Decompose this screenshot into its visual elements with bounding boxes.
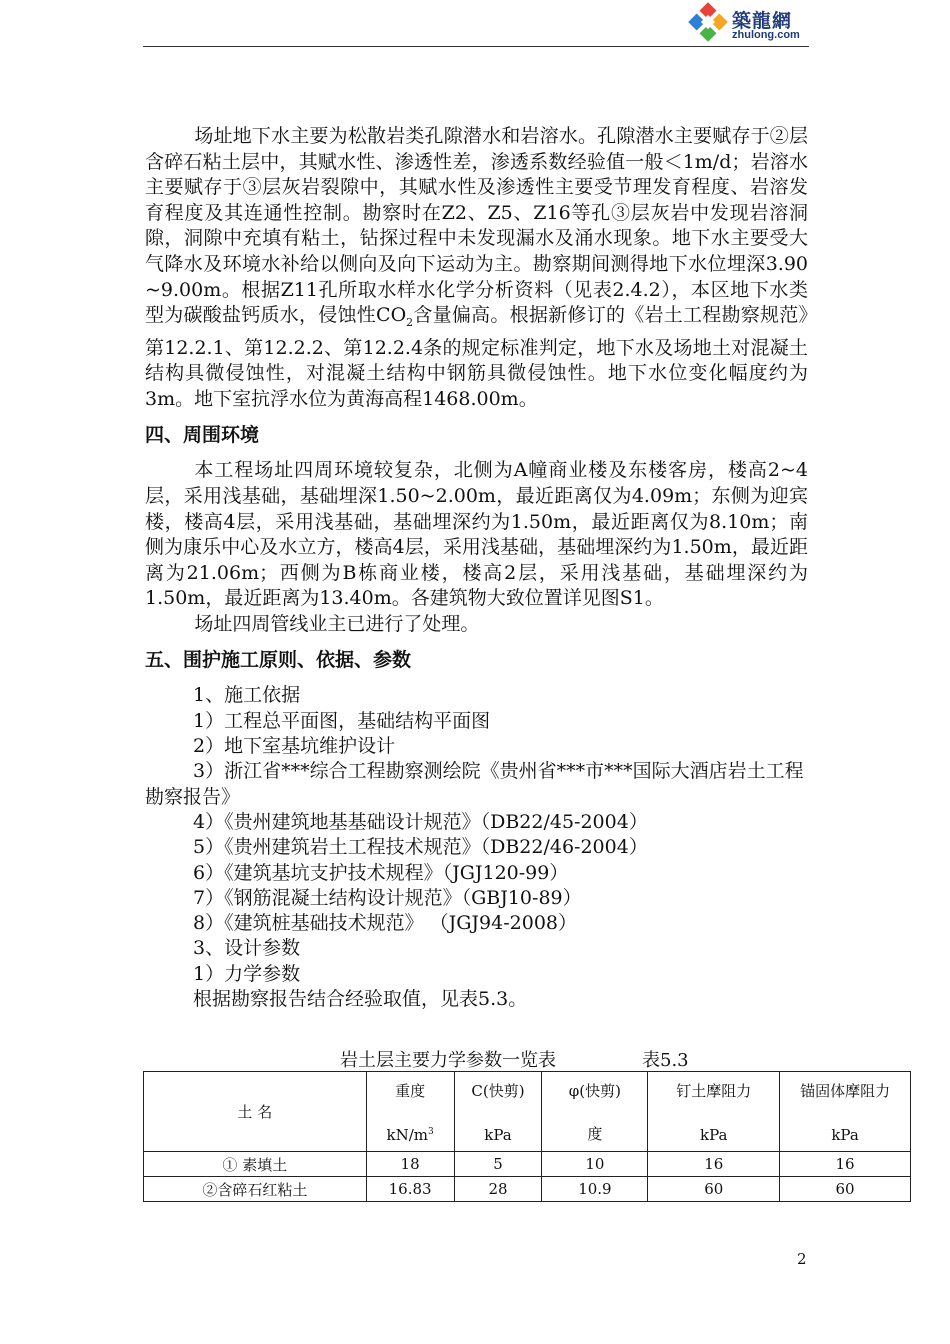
- table-cell: ① 素填土: [144, 1152, 367, 1177]
- list-item: 7）《钢筋混凝土结构设计规范》（GBJ10-89）: [193, 886, 582, 909]
- logo-chinese-text: 築龍網: [732, 10, 793, 32]
- list-item: 4）《贵州建筑地基基础设计规范》（DB22/45-2004）: [193, 810, 648, 833]
- groundwater-text-tail: 含量偏高。根据新修订的《岩土工程勘察规范》第12.2.1、第12.2.2、第12.2.4条的规定标准判定，地下水及场地土对混凝土结构具微侵蚀性，对混凝土结构中钢筋具微侵蚀性。地下水位变化幅度约为3m。地下室抗浮水位为黄海高程1468.00m。: [145, 304, 808, 410]
- document-body: [145, 124, 808, 1012]
- header-cell-unit-weight: 重度 $kN/m^3$: [366, 1072, 454, 1152]
- header-cell-cohesion: C(快剪) kPa: [454, 1072, 542, 1152]
- table-header-row: [144, 1072, 911, 1152]
- co2-subscript: 2: [406, 315, 414, 329]
- table-cell: 28: [454, 1177, 542, 1202]
- groundwater-paragraph: [145, 124, 808, 412]
- list-item: 5）《贵州建筑岩土工程技术规范》（DB22/46-2004）: [193, 836, 648, 859]
- soil-parameter-table: [143, 1071, 911, 1202]
- table-cell: 16.83: [366, 1177, 454, 1202]
- table-caption: [340, 1046, 689, 1072]
- list-item: 2）地下室基坑维护设计: [193, 735, 396, 758]
- table-cell: 60: [648, 1177, 780, 1202]
- site-logo: [688, 2, 818, 46]
- list-item: 3、设计参数: [193, 937, 301, 960]
- table-cell: 16: [780, 1152, 911, 1177]
- section4-heading: 四、周围环境: [145, 424, 260, 447]
- header-cell-friction-angle: φ(快剪) 度: [542, 1072, 648, 1152]
- list-item: 1）工程总平面图，基础结构平面图: [193, 709, 491, 732]
- pipeline-paragraph: 场址四周管线业主已进行了处理。: [194, 612, 480, 635]
- table-title: 岩土层主要力学参数一览表: [340, 1050, 556, 1071]
- groundwater-text: 场址地下水主要为松散岩类孔隙潜水和岩溶水。孔隙潜水主要赋存于②层含碎石粘土层中，其赋水性、渗透性差，渗透系数经验值一般＜1m/d；岩溶水主要赋存于③层灰岩裂隙中，其赋水性及渗透性主要受节理发育程度、岩溶发育程度及其连通性控制。勘察时在Z2、Z5、Z16等孔③层灰岩中发现岩溶洞隙，洞隙中充填有粘土，钻探过程中未发现漏水及涌水现象。地下水主要受大气降水及环境水补给以侧向及向下运动为主。勘察期间测得地下水位埋深3.90 ~9.00m。根据Z11孔所取水样水化学分析资料（见表2.4.2），本区地下水类型为碳酸盐钙质水，侵蚀性CO: [145, 125, 808, 327]
- environment-paragraph: 本工程场址四周环境较复杂，北侧为A幢商业楼及东楼客房，楼高2~4层，采用浅基础，基础埋深1.50~2.00m，最近距离仅为4.09m；东侧为迎宾楼，楼高4层，采用浅基础，基础埋深约为1.50m，最近距离仅为8.10m；南侧为康乐中心及水立方，楼高4层，采用浅基础，基础埋深约为1.50m，最近距离为21.06m；西侧为B栋商业楼，楼高2层，采用浅基础，基础埋深约为1.50m，最近距离为13.40m。各建筑物大致位置详见图S1。: [145, 459, 808, 610]
- list-item: 8）《建筑桩基础技术规范》 （JGJ94-2008）: [193, 912, 577, 935]
- header-divider: [143, 46, 809, 47]
- table-cell: 60: [780, 1177, 911, 1202]
- list-item: 根据勘察报告结合经验取值，见表5.3。: [193, 988, 528, 1011]
- table-number: 表5.3: [642, 1050, 689, 1071]
- table-row: [144, 1152, 911, 1177]
- list-item: 3）浙江省***综合工程勘察测绘院《贵州省***市***国际大酒店岩土工程勘察报告》: [145, 760, 804, 808]
- list-item: 1）力学参数: [193, 962, 301, 985]
- table-cell: 16: [648, 1152, 780, 1177]
- table-cell: 18: [366, 1152, 454, 1177]
- list-item: 1、施工依据: [193, 684, 301, 707]
- list-item: 6）《建筑基坑支护技术规程》（JGJ120-99）: [193, 861, 569, 884]
- table-cell: 10: [542, 1152, 648, 1177]
- table-cell: ②含碎石红粘土: [144, 1177, 367, 1202]
- basis-list: [145, 683, 808, 1012]
- header-cell-soil-name: 土 名: [144, 1072, 367, 1152]
- table-cell: 10.9: [542, 1177, 648, 1202]
- header-cell-nail-friction: 钉土摩阻力 kPa: [648, 1072, 780, 1152]
- zhulong-logo-icon: [688, 2, 728, 42]
- header-cell-anchor-friction: 锚固体摩阻力 kPa: [780, 1072, 911, 1152]
- section5-heading: 五、围护施工原则、依据、参数: [145, 649, 412, 672]
- table-row: [144, 1177, 911, 1202]
- table-cell: 5: [454, 1152, 542, 1177]
- page-number: 2: [797, 1250, 807, 1268]
- logo-english-text: zhulong.com: [732, 29, 800, 41]
